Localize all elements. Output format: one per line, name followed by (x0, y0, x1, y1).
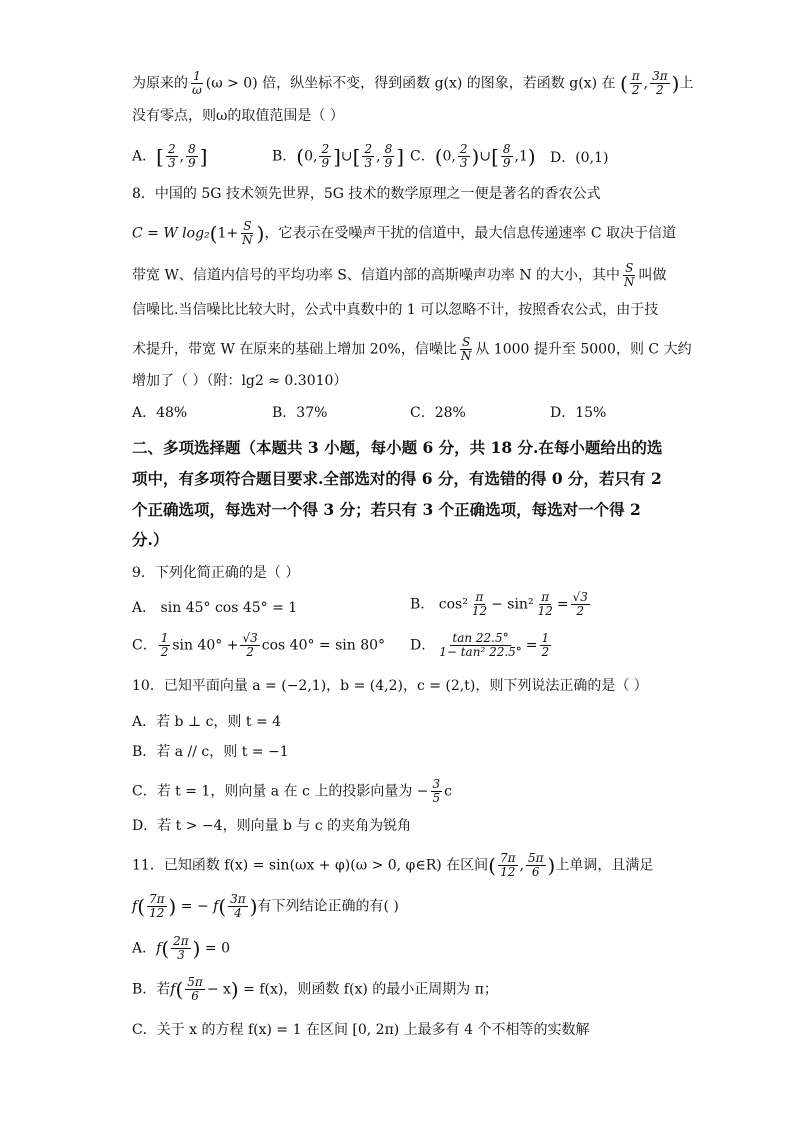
frac-pi-12: $\frac{\pi}{12}$ (471, 590, 488, 618)
section-2-line-1: 二、多项选择题（本题共 3 小题，每小题 6 分，共 18 分.在每小题给出的选 (132, 438, 663, 457)
q8-text-e2: 从 1000 提升至 5000，则 C 大约 (475, 341, 692, 358)
fraction-pi-2: $\frac{\pi}{2}$ (631, 69, 640, 97)
frac-sqrt3-2: $\frac{√3}{2}$ (572, 590, 588, 618)
frac-s-n-2: $\frac{S}{N}$ (624, 261, 635, 289)
q10-option-a: A．若 b ⊥ c，则 t = 4 (132, 714, 282, 730)
q8-line-2: C = W log₂(1+ $\frac{S}{N}$ )，它表示在受噪声干扰的信道中，最大信息传递速率 C 取决于信道 (132, 219, 677, 247)
q7-option-b-label: B． (272, 148, 297, 165)
q8-text-b: ，它表示在受噪声干扰的信道中，最大信息传递速率 C 取决于信道 (264, 225, 677, 242)
q7-option-b: B．(0, $\frac{2}{9}$ ]∪[ $\frac{2}{3}$ , $\frac{8}{9}$ ] (272, 142, 405, 170)
frac-8-9c: $\frac{8}{9}$ (502, 142, 511, 170)
q11-option-b-text: ，则函数 f(x) 的最小正周期为 π； (283, 981, 498, 998)
frac-5pi-6: $\frac{5\pi}{6}$ (527, 851, 544, 879)
frac-s-n-3: $\frac{S}{N}$ (460, 335, 472, 363)
q11-text-a2: 上单调，且满足 (555, 857, 654, 874)
q9-option-c: C． $\frac{1}{2}$ sin 40° + $\frac{√3}{2}$ cos 40° = sin 80° (132, 631, 386, 659)
q9-option-a: A． sin 45° cos 45° = 1 (132, 600, 298, 616)
q8-line-4: 信噪比.当信噪比比较大时，公式中真数中的 1 可以忽略不计，按照香农公式，由于技 (132, 302, 659, 318)
q9-stem: 9．下列化简正确的是（ ） (132, 565, 300, 581)
q7-text-b: (ω > 0) 倍，纵坐标不变，得到函数 g(x) 的图象，若函数 g(x) 在 (205, 75, 616, 92)
frac-2-3b: $\frac{2}{3}$ (364, 142, 373, 170)
q11-text-b2: 有下列结论正确的有( ) (257, 898, 399, 915)
q7-option-a: A．[ $\frac{2}{3}$ , $\frac{8}{9}$ ] (132, 142, 208, 170)
frac-7pi-12b: $\frac{7\pi}{12}$ (149, 892, 165, 920)
q8-line-5 (132, 336, 692, 363)
q7-text-c: 上 (679, 75, 694, 92)
q7-option-c: C．(0, $\frac{2}{3}$ )∪[ $\frac{8}{9}$ ,1) (410, 142, 536, 170)
q8-text-e: 术提升，带宽 W 在原来的基础上增加 20%，信噪比 (132, 341, 457, 358)
q8-line-1: 8．中国的 5G 技术领先世界，5G 技术的数学原理之一便是著名的香农公式 (132, 186, 601, 202)
frac-2-3: $\frac{2}{3}$ (167, 142, 176, 170)
q8-text-c2: 叫做 (638, 267, 667, 284)
frac-3pi-4: $\frac{3\pi}{4}$ (230, 892, 246, 920)
q9-option-c-label: C． (132, 637, 157, 654)
q10-stem: 10．已知平面向量 a = (−2,1)，b = (4,2)，c = (2,t)，则下列说法正确的是（ ） (132, 678, 648, 694)
q10-option-d: D．若 t > −4，则向量 b 与 c 的夹角为锐角 (132, 818, 412, 834)
section-2-line-2: 项中，有多项符合题目要求.全部选对的得 6 分，有选错的得 0 分，若只有 2 (132, 469, 662, 488)
q9-option-d-label: D． (410, 637, 436, 654)
frac-1-2: $\frac{1}{2}$ (160, 631, 169, 659)
q8-option-d: D．15% (550, 405, 607, 421)
q11-line-2: f( $\frac{7\pi}{12}$ ) = − f( $\frac{3\pi}{4}$ )有下列结论正确的有( ) (132, 892, 399, 920)
frac-5pi-6b: $\frac{5\pi}{6}$ (187, 975, 203, 1003)
q11-line-1: 11．已知函数 f(x) = sin(ωx + φ)(ω > 0, φ∈R) 在区间( $\frac{7\pi}{12}$ , $\frac{5\pi}{6}$ )上单调，且满足 (132, 851, 654, 879)
q7-line-2: 没有零点，则ω的取值范围是（ ） (132, 108, 344, 124)
frac-sqrt3-2b: $\frac{√3}{2}$ (242, 631, 258, 659)
q7-text-a: 为原来的 (132, 75, 188, 92)
frac-s-n: $\frac{S}{N}$ (242, 219, 253, 247)
q7-option-d: D．(0,1) (550, 150, 609, 166)
q10-option-c: C．若 t = 1，则向量 a 在 c 上的投影向量为 − $\frac{3}{5}$ c (132, 777, 452, 805)
shannon-formula: C = W log₂ (132, 225, 210, 242)
q8-option-c: C．28% (410, 405, 466, 421)
frac-3-5: $\frac{3}{5}$ (432, 777, 441, 805)
q10-option-c-text: C．若 t = 1，则向量 a 在 c 上的投影向量为 − (132, 783, 429, 800)
q11-option-b: B．若f( $\frac{5\pi}{6}$ − x) = f(x)，则函数 f(x) 的最小正周期为 π； (132, 975, 498, 1003)
frac-1-2b: $\frac{1}{2}$ (541, 631, 550, 659)
q11-text-a: 11．已知函数 f(x) = sin(ωx + φ)(ω > 0, φ∈R) 在区间 (132, 857, 489, 874)
frac-8-9: $\frac{8}{9}$ (188, 142, 196, 170)
q8-line-6: 增加了（ ）（附：lg2 ≈ 0.3010） (132, 373, 348, 389)
frac-2-9: $\frac{2}{9}$ (321, 142, 330, 170)
frac-tan: $\frac{\tan 22.5^\circ}{\text{1− tan² 22.5°}}$ (439, 631, 522, 659)
frac-2-3c: $\frac{2}{3}$ (459, 142, 468, 170)
q8-line-3 (132, 262, 667, 289)
q9-option-b: B． cos² $\frac{\pi}{12}$ − sin² $\frac{\pi}{12}$ = $\frac{√3}{2}$ (410, 590, 588, 618)
q9-option-b-label: B． cos² (410, 596, 468, 613)
q10-option-b: B．若 a // c，则 t = −1 (132, 744, 289, 760)
frac-7pi-12: $\frac{7\pi}{12}$ (500, 851, 516, 879)
q7-line-1: 为原来的 $\frac{1}{\omega}$ (ω > 0) 倍，纵坐标不变，得到函数 g(x) 的图象，若函数 g(x) 在 ( $\frac{\pi}{2}$ , $\frac{3\pi}{2}$ )上 (132, 69, 694, 97)
q11-option-b-label: B．若 (132, 981, 171, 998)
q7-option-a-label: A． (132, 148, 157, 165)
fraction-3pi-2: $\frac{3\pi}{2}$ (652, 69, 668, 97)
frac-2pi-3: $\frac{2\pi}{3}$ (173, 934, 189, 962)
q9-option-d: D． $\frac{\tan 22.5^\circ}{\text{1− tan² 22.5°}}$ = $\frac{1}{2}$ (410, 631, 550, 659)
q11-option-a-label: A． (132, 940, 157, 957)
frac-8-9b: $\frac{8}{9}$ (384, 142, 393, 170)
q11-option-c: C．关于 x 的方程 f(x) = 1 在区间 [0, 2π) 上最多有 4 个不相等的实数解 (132, 1022, 590, 1038)
section-2-line-4: 分.） (132, 530, 169, 549)
section-2-line-3: 个正确选项，每选对一个得 3 分；若只有 3 个正确选项，每选对一个得 2 (132, 500, 641, 519)
q8-text-c: 带宽 W、信道内信号的平均功率 S、信道内部的高斯噪声功率 N 的大小，其中 (132, 267, 621, 284)
fraction-1-over-omega: $\frac{1}{\omega}$ (192, 69, 202, 97)
q8-option-a: A．48% (132, 405, 188, 421)
q11-option-a: A．f( $\frac{2\pi}{3}$ ) = 0 (132, 934, 231, 962)
q8-option-b: B．37% (272, 405, 328, 421)
frac-pi-12b: $\frac{\pi}{12}$ (537, 590, 553, 618)
q7-option-c-label: C． (410, 148, 435, 165)
